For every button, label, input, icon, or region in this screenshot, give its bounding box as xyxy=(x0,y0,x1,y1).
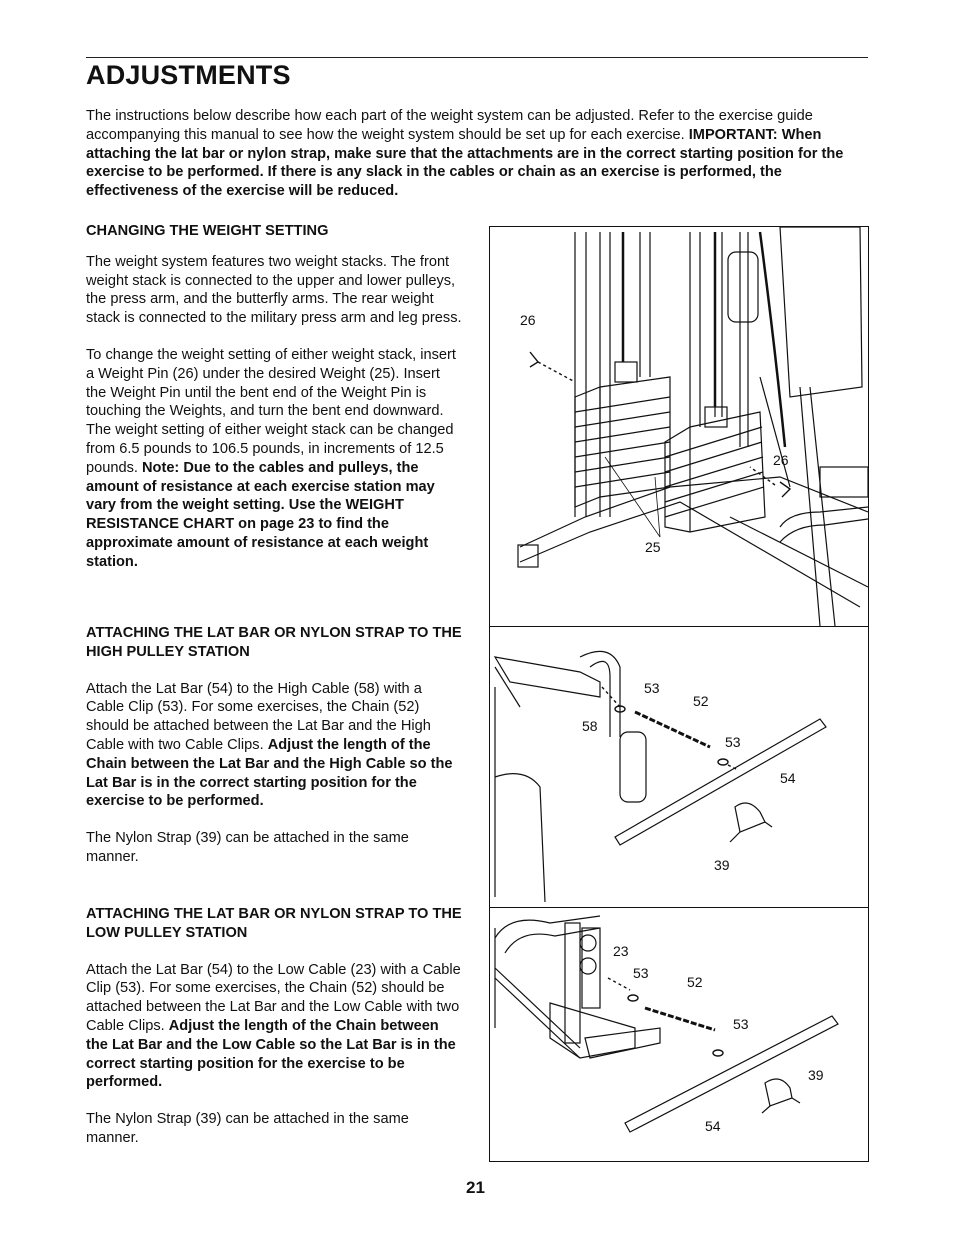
high-pulley-illustration xyxy=(490,627,868,908)
paragraph: The Nylon Strap (39) can be attached in the same manner. xyxy=(86,1111,409,1146)
label-low-cable: 23 xyxy=(613,943,629,959)
figure-high-pulley xyxy=(489,626,869,909)
low-pulley-illustration xyxy=(490,908,868,1161)
label-nylon-strap: 39 xyxy=(714,857,730,873)
section-heading: CHANGING THE WEIGHT SETTING xyxy=(86,223,329,239)
page-number: 21 xyxy=(466,1178,485,1197)
paragraph-text: Attach the Lat Bar (54) to the High Cable (58) with a Cable Clip (53). For some exercises, the Chain (52) should be attached between the Lat Bar and the High Cable with two Cable Clips. xyxy=(86,680,431,753)
label-nylon-strap: 39 xyxy=(808,1067,824,1083)
paragraph-note: Note: Due to the cables and pulleys, the amount of resistance at each exercise station may vary from the weight setting. Use the WEIGHT RESISTANCE CHART on page 23 to find the approximate amount of resistance at each weight station. xyxy=(86,459,435,570)
paragraph-text: Attach the Lat Bar (54) to the Low Cable (23) with a Cable Clip (53). For some exercises, the Chain (52) should be attached between the Lat Bar and the Low Cable with two Cable Clips. xyxy=(86,961,461,1034)
section-heading: ATTACHING THE LAT BAR OR NYLON STRAP TO THE HIGH PULLEY STATION xyxy=(86,625,462,660)
intro-text: The instructions below describe how each part of the weight system can be adjusted. Refer to the exercise guide accompanying this manual to see how the weight system should be set up for each exercise. xyxy=(86,108,813,143)
section-heading: ATTACHING THE LAT BAR OR NYLON STRAP TO THE LOW PULLEY STATION xyxy=(86,906,462,941)
paragraph: The weight system features two weight stacks. The front weight stack is connected to the upper and lower pulleys, the press arm, and the butterfly arms. The rear weight stack is connected to the military press arm and leg press. xyxy=(86,253,462,327)
label-high-cable: 58 xyxy=(582,718,598,734)
paragraph: The Nylon Strap (39) can be attached in the same manner. xyxy=(86,830,409,865)
section-weight-setting xyxy=(86,222,464,572)
label-cable-clip: 53 xyxy=(633,965,649,981)
paragraph xyxy=(86,680,464,812)
figure-weight-stacks xyxy=(489,226,869,627)
paragraph xyxy=(86,346,464,572)
label-cable-clip: 53 xyxy=(725,734,741,750)
label-weight-pin: 26 xyxy=(773,452,789,468)
label-weight-pin: 26 xyxy=(520,312,536,328)
top-rule xyxy=(86,57,868,58)
label-lat-bar: 54 xyxy=(705,1118,721,1134)
label-cable-clip: 53 xyxy=(733,1016,749,1032)
paragraph-text: To change the weight setting of either weight stack, insert a Weight Pin (26) under the desired Weight (25). Insert the Weight Pin until the bent end of the Weight Pin is touching the Weights, and turn the bent end downward. The weight setting of either weight stack can be changed from 6.5 pounds to 106.5 pounds, in increments of 12.5 pounds. xyxy=(86,346,456,476)
label-weights: 25 xyxy=(645,539,661,555)
page-title: ADJUSTMENTS xyxy=(86,60,291,90)
section-low-pulley xyxy=(86,905,464,1148)
intro-paragraph xyxy=(86,107,868,201)
weight-stack-illustration xyxy=(490,227,868,626)
intro-important: IMPORTANT: When attaching the lat bar or nylon strap, make sure that the attachments are in the correct starting position for the exercise to be performed. If there is any slack in the cables or chain as an exercise is performed, the effectiveness of the exercise will be reduced. xyxy=(86,126,844,200)
label-cable-clip: 53 xyxy=(644,680,660,696)
paragraph-bold: Adjust the length of the Chain between the Lat Bar and the High Cable so the Lat Bar is in the correct starting position for the exercise to be performed. xyxy=(86,736,453,810)
label-lat-bar: 54 xyxy=(780,770,796,786)
label-chain: 52 xyxy=(687,974,703,990)
section-high-pulley xyxy=(86,624,464,867)
paragraph-bold: Adjust the length of the Chain between the Lat Bar and the Low Cable so the Lat Bar is in the correct starting position for the exercise to be performed. xyxy=(86,1017,456,1091)
label-chain: 52 xyxy=(693,693,709,709)
paragraph xyxy=(86,961,464,1093)
figure-low-pulley xyxy=(489,907,869,1162)
